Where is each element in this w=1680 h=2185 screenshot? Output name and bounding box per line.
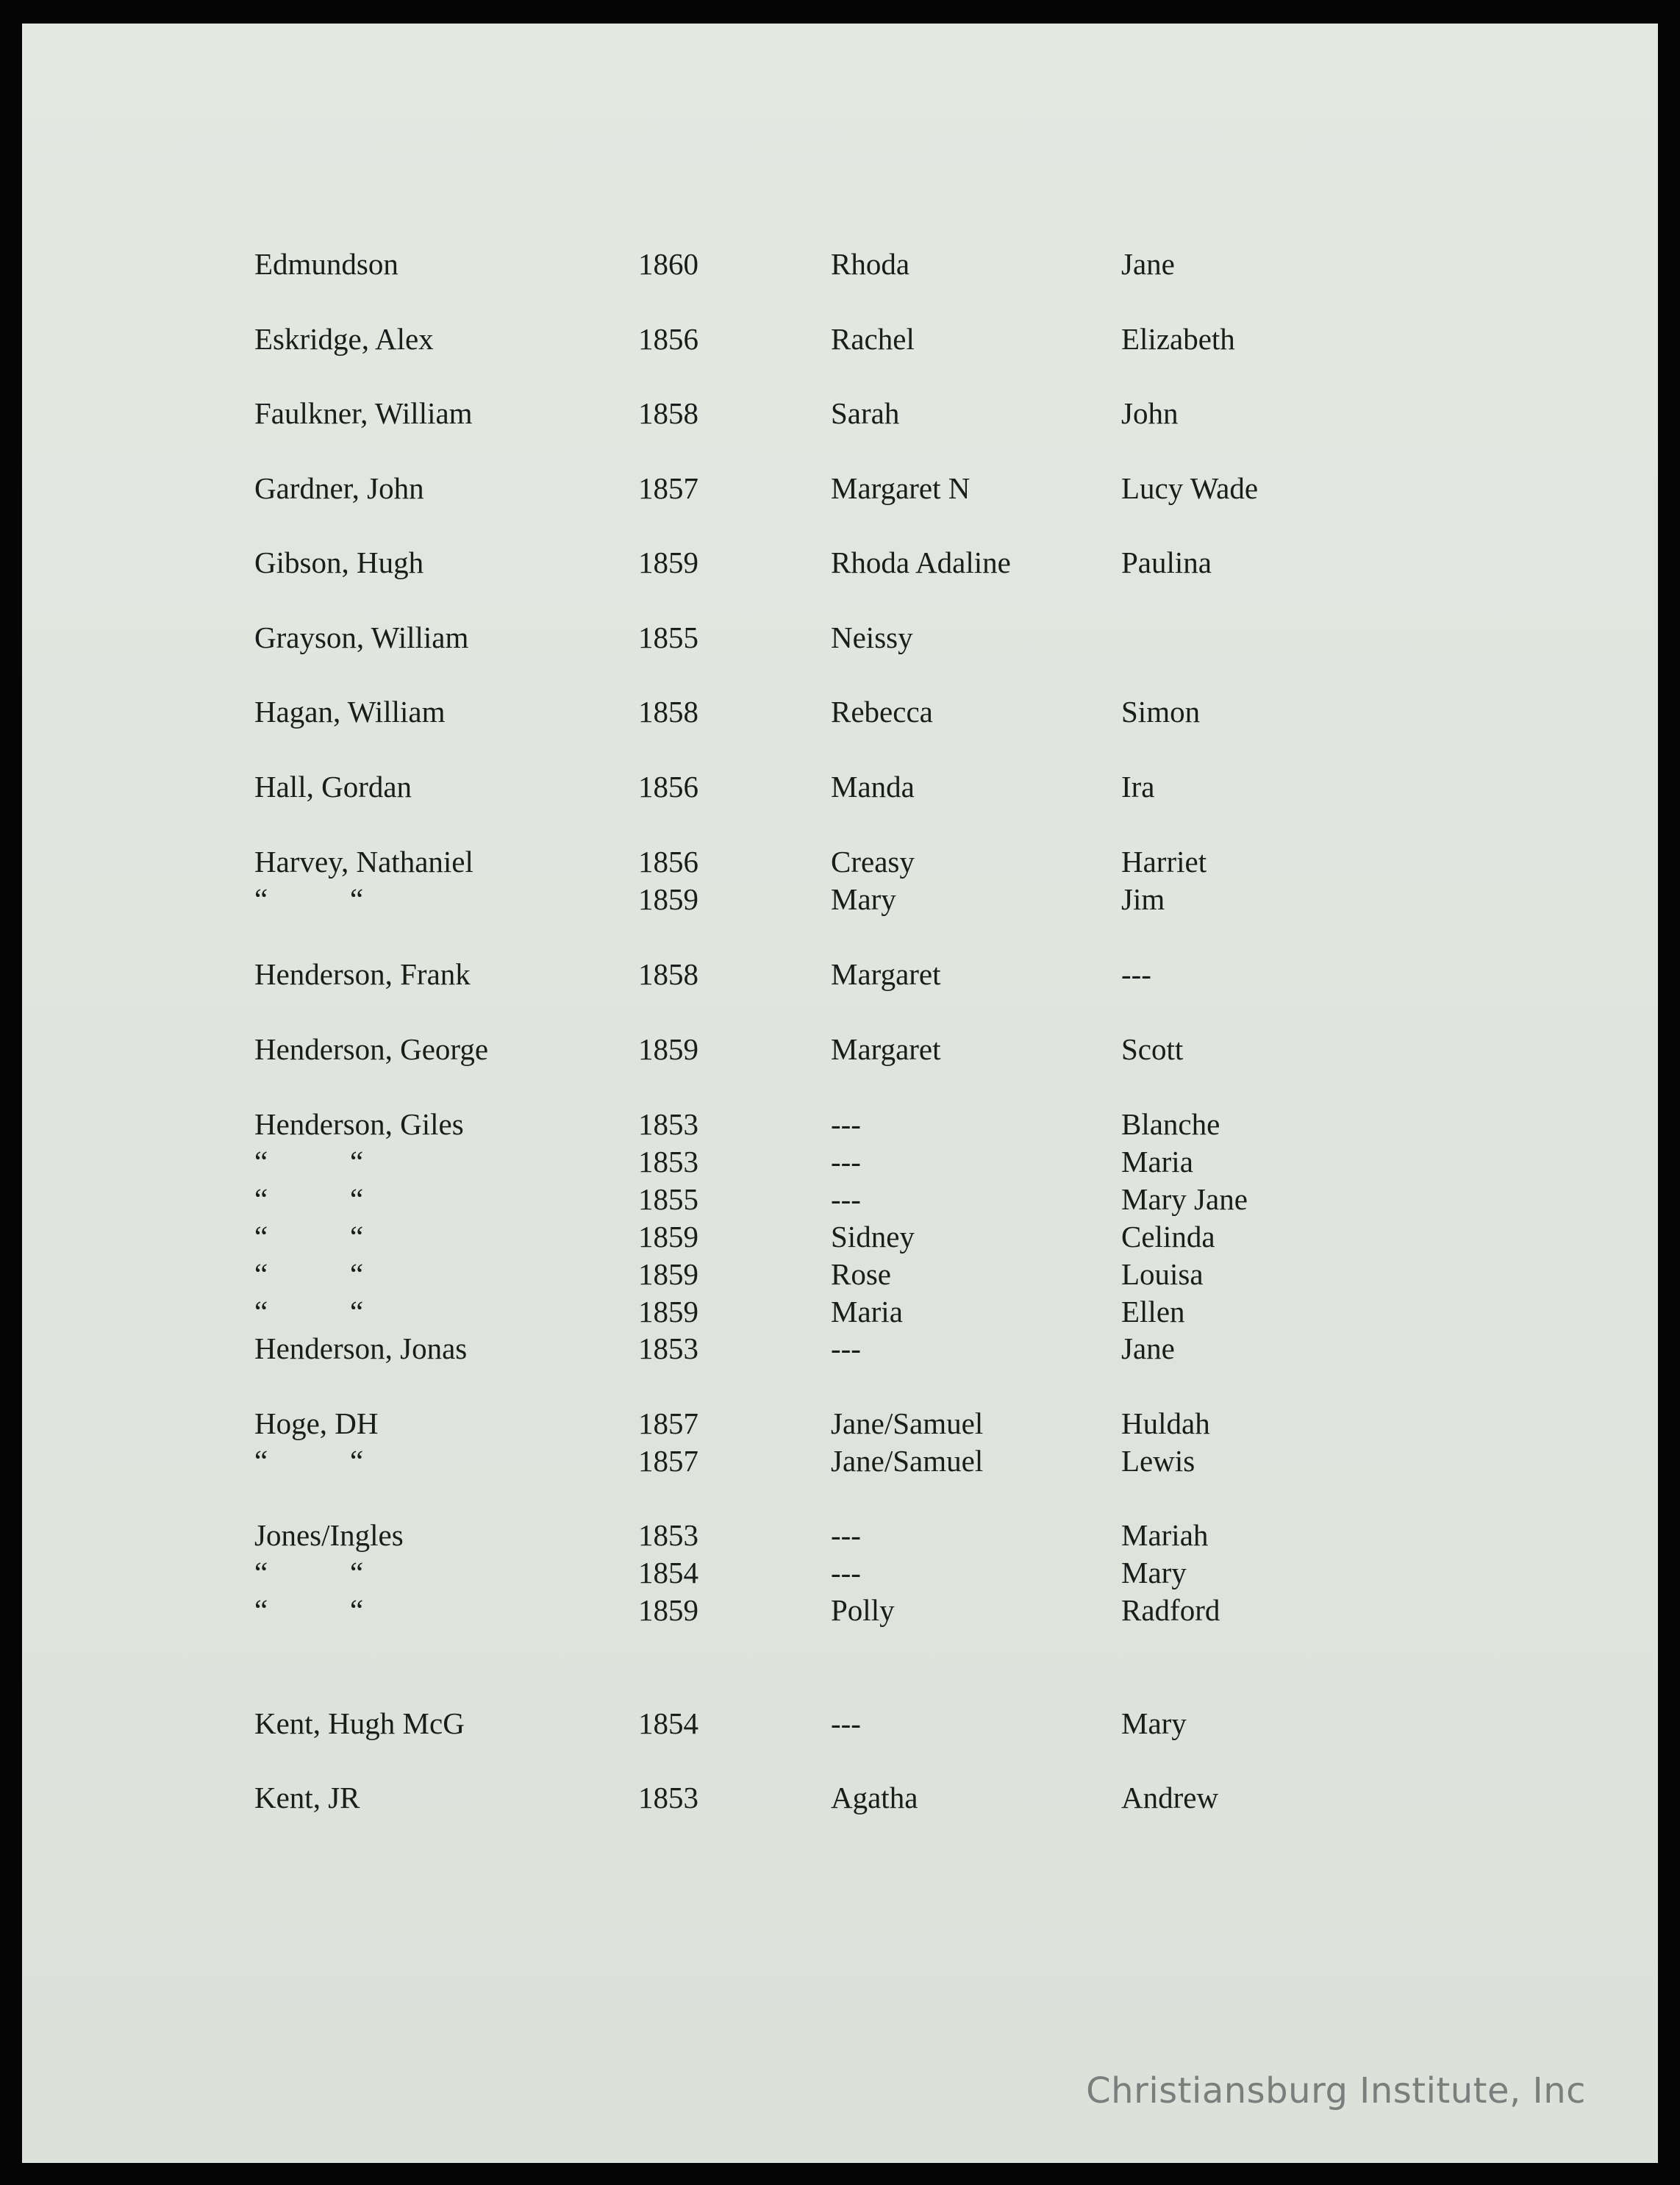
mother-name: Sidney [831, 1220, 915, 1254]
mother-name: Creasy [831, 845, 915, 879]
record-row [22, 1442, 1658, 1480]
record-row [22, 881, 1658, 918]
birth-year: 1859 [638, 1032, 698, 1066]
watermark: Christiansburg Institute, Inc [1086, 2070, 1586, 2111]
record-group [22, 395, 1658, 432]
ditto-quote: “ [254, 1182, 268, 1216]
record-row [22, 1405, 1658, 1442]
owner-name: Henderson, Giles [254, 1107, 464, 1141]
mother-name: Mary [831, 882, 896, 916]
birth-year: 1857 [638, 471, 698, 505]
mother-name: Agatha [831, 1781, 918, 1814]
mother-name: --- [831, 1145, 861, 1179]
ditto-quote: “ [350, 882, 364, 916]
child-name: Jane [1121, 247, 1175, 281]
birth-year: 1856 [638, 845, 698, 879]
birth-year: 1859 [638, 546, 698, 579]
birth-year: 1857 [638, 1406, 698, 1440]
record-group [22, 246, 1658, 283]
birth-year: 1859 [638, 1295, 698, 1328]
ditto-quote: “ [350, 1182, 364, 1216]
record-group [22, 544, 1658, 582]
ditto-mark [254, 1293, 364, 1331]
birth-year: 1855 [638, 621, 698, 654]
ditto-quote: “ [254, 1556, 268, 1589]
mother-name: Polly [831, 1593, 895, 1627]
birth-year: 1858 [638, 695, 698, 729]
child-name: John [1121, 396, 1179, 430]
document-page [22, 24, 1658, 2163]
child-name: Elizabeth [1121, 322, 1235, 356]
ditto-quote: “ [350, 1257, 364, 1291]
birth-year: 1859 [638, 1220, 698, 1254]
owner-name: Henderson, George [254, 1032, 489, 1066]
mother-name: Rhoda Adaline [831, 546, 1011, 579]
record-group [22, 1517, 1658, 1629]
mother-name: Sarah [831, 396, 900, 430]
owner-name: Hoge, DH [254, 1406, 379, 1440]
ditto-quote: “ [254, 1145, 268, 1179]
mother-name: Maria [831, 1295, 903, 1328]
child-name: Andrew [1121, 1781, 1219, 1814]
record-row [22, 1517, 1658, 1554]
record-group [22, 619, 1658, 657]
mother-name: Rose [831, 1257, 891, 1291]
record-group [22, 1106, 1658, 1331]
record-row [22, 1031, 1658, 1068]
record-row [22, 1218, 1658, 1256]
child-name: Maria [1121, 1145, 1193, 1179]
birth-year: 1859 [638, 1257, 698, 1291]
child-name: Jim [1121, 882, 1165, 916]
record-row [22, 1330, 1658, 1367]
mother-name: --- [831, 1182, 861, 1216]
child-name: --- [1121, 957, 1151, 991]
ditto-quote: “ [350, 1593, 364, 1627]
child-name: Harriet [1121, 845, 1207, 879]
birth-year: 1853 [638, 1331, 698, 1365]
record-row [22, 1256, 1658, 1293]
owner-name: Henderson, Jonas [254, 1331, 468, 1365]
owner-name: Hall, Gordan [254, 770, 412, 804]
child-name: Radford [1121, 1593, 1220, 1627]
ditto-quote: “ [350, 1145, 364, 1179]
ditto-mark [254, 1592, 364, 1629]
birth-year: 1856 [638, 322, 698, 356]
ditto-quote: “ [350, 1556, 364, 1589]
mother-name: Manda [831, 770, 915, 804]
mother-name: Jane/Samuel [831, 1406, 984, 1440]
birth-year: 1853 [638, 1518, 698, 1552]
record-group [22, 956, 1658, 993]
record-row [22, 470, 1658, 507]
record-row [22, 768, 1658, 806]
child-name: Ira [1121, 770, 1155, 804]
birth-year: 1856 [638, 770, 698, 804]
ditto-quote: “ [254, 1220, 268, 1254]
owner-name: Kent, Hugh McG [254, 1706, 465, 1740]
ditto-mark [254, 1256, 364, 1293]
ditto-mark [254, 1442, 364, 1480]
record-row [22, 321, 1658, 358]
record-row [22, 246, 1658, 283]
owner-name: Grayson, William [254, 621, 469, 654]
mother-name: --- [831, 1331, 861, 1365]
record-group [22, 768, 1658, 806]
owner-name: Edmundson [254, 247, 398, 281]
record-row [22, 1293, 1658, 1331]
record-row [22, 395, 1658, 432]
mother-name: Rebecca [831, 695, 933, 729]
birth-year: 1860 [638, 247, 698, 281]
record-group [22, 693, 1658, 731]
owner-name: Kent, JR [254, 1781, 360, 1814]
owner-name: Gibson, Hugh [254, 546, 424, 579]
record-group [22, 843, 1658, 918]
ditto-mark [254, 1554, 364, 1592]
birth-year: 1853 [638, 1107, 698, 1141]
owner-name: Jones/Ingles [254, 1518, 404, 1552]
owner-name: Hagan, William [254, 695, 446, 729]
record-group [22, 1405, 1658, 1480]
birth-year: 1854 [638, 1706, 698, 1740]
ditto-mark [254, 881, 364, 918]
child-name: Mariah [1121, 1518, 1209, 1552]
child-name: Huldah [1121, 1406, 1210, 1440]
owner-name: Henderson, Frank [254, 957, 471, 991]
record-group [22, 1779, 1658, 1817]
mother-name: --- [831, 1556, 861, 1589]
ditto-quote: “ [350, 1220, 364, 1254]
birth-year: 1859 [638, 1593, 698, 1627]
ditto-quote: “ [254, 882, 268, 916]
birth-year: 1854 [638, 1556, 698, 1589]
ditto-quote: “ [254, 1257, 268, 1291]
record-row [22, 544, 1658, 582]
mother-name: Rachel [831, 322, 915, 356]
child-name: Jane [1121, 1331, 1175, 1365]
child-name: Mary [1121, 1556, 1187, 1589]
ditto-quote: “ [254, 1593, 268, 1627]
owner-name: Eskridge, Alex [254, 322, 434, 356]
ditto-mark [254, 1218, 364, 1256]
mother-name: Margaret N [831, 471, 971, 505]
birth-year: 1853 [638, 1145, 698, 1179]
child-name: Mary [1121, 1706, 1187, 1740]
birth-year: 1858 [638, 957, 698, 991]
record-row [22, 843, 1658, 881]
ditto-quote: “ [350, 1444, 364, 1478]
mother-name: Neissy [831, 621, 913, 654]
record-group [22, 321, 1658, 358]
mother-name: --- [831, 1518, 861, 1552]
record-row [22, 693, 1658, 731]
ditto-quote: “ [254, 1295, 268, 1328]
mother-name: Rhoda [831, 247, 910, 281]
ditto-mark [254, 1143, 364, 1181]
mother-name: Jane/Samuel [831, 1444, 984, 1478]
record-row [22, 619, 1658, 657]
child-name: Lucy Wade [1121, 471, 1259, 505]
birth-year: 1855 [638, 1182, 698, 1216]
record-row [22, 1592, 1658, 1629]
birth-year: 1858 [638, 396, 698, 430]
owner-name: Faulkner, William [254, 396, 473, 430]
child-name: Simon [1121, 695, 1201, 729]
child-name: Blanche [1121, 1107, 1220, 1141]
child-name: Ellen [1121, 1295, 1185, 1328]
birth-year: 1859 [638, 882, 698, 916]
birth-year: 1853 [638, 1781, 698, 1814]
record-row [22, 1705, 1658, 1742]
record-group [22, 1330, 1658, 1367]
child-name: Louisa [1121, 1257, 1204, 1291]
ditto-mark [254, 1181, 364, 1218]
ditto-quote: “ [350, 1295, 364, 1328]
child-name: Scott [1121, 1032, 1184, 1066]
record-row [22, 1554, 1658, 1592]
owner-name: Gardner, John [254, 471, 424, 505]
birth-year: 1857 [638, 1444, 698, 1478]
mother-name: Margaret [831, 1032, 941, 1066]
mother-name: --- [831, 1706, 861, 1740]
child-name: Paulina [1121, 546, 1212, 579]
mother-name: Margaret [831, 957, 941, 991]
record-row [22, 1143, 1658, 1181]
record-row [22, 1181, 1658, 1218]
child-name: Mary Jane [1121, 1182, 1248, 1216]
ditto-quote: “ [254, 1444, 268, 1478]
mother-name: --- [831, 1107, 861, 1141]
child-name: Celinda [1121, 1220, 1215, 1254]
child-name: Lewis [1121, 1444, 1195, 1478]
record-row [22, 1779, 1658, 1817]
record-row [22, 956, 1658, 993]
record-list [22, 24, 1658, 2163]
owner-name: Harvey, Nathaniel [254, 845, 473, 879]
record-row [22, 1106, 1658, 1143]
record-group [22, 1031, 1658, 1068]
record-group [22, 1705, 1658, 1742]
record-group [22, 470, 1658, 507]
